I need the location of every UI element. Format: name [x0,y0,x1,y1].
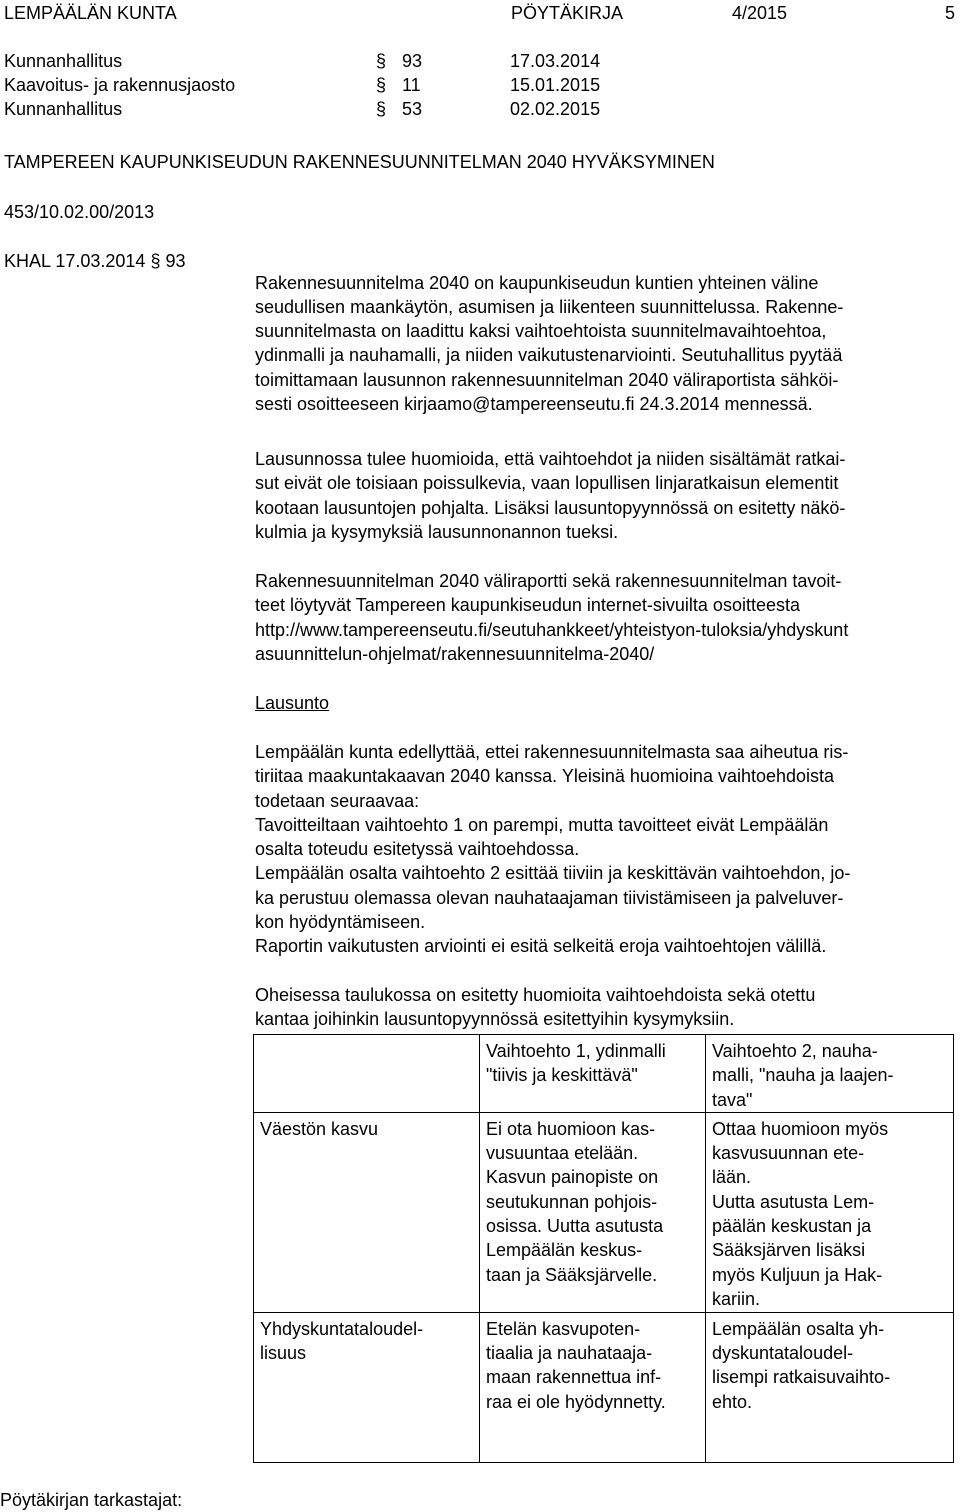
text-line: Oheisessa taulukossa on esitetty huomioita vaihtoehdoista sekä otettu [255,985,816,1005]
document-type: PÖYTÄKIRJA [511,3,624,23]
meeting-section: 11 [402,75,421,95]
meeting-date: 02.02.2015 [510,99,601,119]
section-mark-icon: § [376,51,387,71]
cell-line: ehto. [712,1391,753,1412]
comparison-table [253,1034,954,1463]
cell-line: dyskuntataloudel- [712,1343,854,1364]
cell-line: malli, "nauha ja laajen- [712,1065,894,1086]
meeting-body: Kunnanhallitus [4,99,123,119]
text-line: todetaan seuraavaa: [255,791,420,811]
cell-line: tava" [712,1089,753,1110]
cell-line: Lempäälän osalta yh- [712,1318,885,1339]
cell-line: Ei ota huomioon kas- [486,1118,656,1139]
text-line: Rakennesuunnitelman 2040 väliraportti sekä rakennesuunnitelman tavoit- [255,571,842,591]
text-line: ka perustuu olemassa olevan nauhataajaman tiivistämiseen ja palveluver- [255,888,844,908]
cell-line: myös Kuljuun ja Hak- [712,1264,883,1285]
table-cell [480,1112,706,1312]
text-line: seudullisen maankäytön, asumisen ja liikenteen suunnittelussa. Rakenne- [255,297,844,317]
text-line: kulmia ja kysymyksiä lausunnonannon tueksi. [255,522,619,542]
table-row-label [254,1112,480,1312]
url-line[interactable]: asuunnittelun-ohjelmat/rakennesuunnitelma-2040/ [255,644,655,664]
meeting-date: 17.03.2014 [510,51,601,71]
cell-line: kariin. [712,1288,761,1309]
table-header-row [254,1035,954,1113]
case-id: 453/10.02.00/2013 [4,202,155,222]
cell-line: lisuus [260,1343,307,1364]
text-line: Lempäälän osalta vaihtoehto 2 esittää tiiviin ja keskittävän vaihtoehdon, jo- [255,863,851,883]
text-line: suunnitelmasta on laadittu kaksi vaihtoehtoista suunnitelmavaihtoehtoa, [255,321,827,341]
cell-line: Yhdyskuntataloudel- [260,1318,424,1339]
text-line: teet löytyvät Tampereen kaupunkiseudun internet-sivuilta osoitteesta [255,595,800,615]
text-line: ydinmalli ja nauhamalli, ja niiden vaikutustenarviointi. Seutuhallitus pyytää [255,345,843,365]
cell-line: Väestön kasvu [260,1118,379,1139]
meeting-body: Kunnanhallitus [4,51,123,71]
table-cell [480,1312,706,1462]
cell-line: seutukunnan pohjois- [486,1191,658,1212]
meeting-section: 93 [402,51,423,71]
table-cell [254,1035,480,1113]
meeting-section: 53 [402,99,423,119]
text-line: tiriitaa maakuntakaavan 2040 kanssa. Yleisinä huomioina vaihtoehdoista [255,766,835,786]
cell-line: lisempi ratkaisuvaihto- [712,1367,891,1388]
text-line: Raportin vaikutusten arviointi ei esitä selkeitä eroja vaihtoehtojen välillä. [255,936,827,956]
cell-line: Kasvun painopiste on [486,1167,659,1188]
document-number: 4/2015 [732,3,788,23]
cell-line: Uutta asutusta Lem- [712,1191,875,1212]
cell-line: raa ei ole hyödynnetty. [486,1391,666,1412]
table-row [254,1112,954,1312]
text-line: Tavoitteiltaan vaihtoehto 1 on parempi, mutta tavoitteet eivät Lempäälän [255,815,829,835]
cell-line: taan ja Sääksjärvelle. [486,1264,658,1285]
table-cell [706,1112,954,1312]
cell-line: Etelän kasvupoten- [486,1318,641,1339]
table-row [254,1312,954,1462]
cell-line: maan rakennettua inf- [486,1367,662,1388]
text-line: Lausunnossa tulee huomioida, että vaihtoehdot ja niiden sisältämät ratkai- [255,449,846,469]
cell-line: "tiivis ja keskittävä" [486,1065,638,1086]
cell-line: Vaihtoehto 1, ydinmalli [486,1041,666,1061]
cell-line: tiaalia ja nauhataaja- [486,1343,653,1364]
page-number: 5 [945,3,956,23]
text-line: Rakennesuunnitelma 2040 on kaupunkiseudun kuntien yhteinen väline [255,273,819,293]
meeting-body: Kaavoitus- ja rakennusjaosto [4,75,236,95]
text-line: kootaan lausuntojen pohjalta. Lisäksi lausuntopyynnössä on esitetty näkö- [255,498,846,518]
text-line: kon hyödyntämiseen. [255,912,426,932]
cell-line: vusuuntaa etelään. [486,1143,639,1164]
document-title: TAMPEREEN KAUPUNKISEUDUN RAKENNESUUNNITELMAN 2040 HYVÄKSYMINEN [4,152,715,172]
cell-line: Sääksjärven lisäksi [712,1240,866,1261]
cell-line: kasvusuunnan ete- [712,1143,865,1164]
municipality-name: LEMPÄÄLÄN KUNTA [4,3,177,23]
cell-line: osissa. Uutta asutusta [486,1216,664,1237]
meeting-date: 15.01.2015 [510,75,601,95]
text-line: Lempäälän kunta edellyttää, ettei rakennesuunnitelmasta saa aiheutua ris- [255,742,849,762]
text-line: osalta toteudu esitetyssä vaihtoehdossa. [255,839,580,859]
khal-reference: KHAL 17.03.2014 § 93 [4,251,186,271]
table-cell [706,1312,954,1462]
text-line: sesti osoitteeseen kirjaamo@tampereenseutu.fi 24.3.2014 mennessä. [255,394,813,414]
table-row-label [254,1312,480,1462]
footer-inspectors: Pöytäkirjan tarkastajat: [0,1490,183,1510]
text-line: toimittamaan lausunnon rakennesuunnitelman 2040 väliraportista sähköi- [255,370,839,390]
text-line: kantaa joihinkin lausuntopyynnössä esitettyihin kysymyksiin. [255,1009,735,1029]
cell-line: Ottaa huomioon myös [712,1118,889,1139]
cell-line: päälän keskustan ja [712,1216,872,1237]
text-line: sut eivät ole toisiaan poissulkevia, vaan lopullisen linjaratkaisun elementit [255,473,839,493]
section-mark-icon: § [376,99,387,119]
section-heading-lausunto: Lausunto [255,693,330,713]
table-header-cell [706,1035,954,1113]
section-mark-icon: § [376,75,387,95]
cell-line: Vaihtoehto 2, nauha- [712,1041,878,1061]
cell-line: Lempäälän keskus- [486,1240,643,1261]
table-header-cell [480,1035,706,1113]
cell-line: lään. [712,1167,752,1188]
url-line[interactable]: http://www.tampereenseutu.fi/seutuhankkeet/yhteistyon-tuloksia/yhdyskunt [255,620,849,640]
